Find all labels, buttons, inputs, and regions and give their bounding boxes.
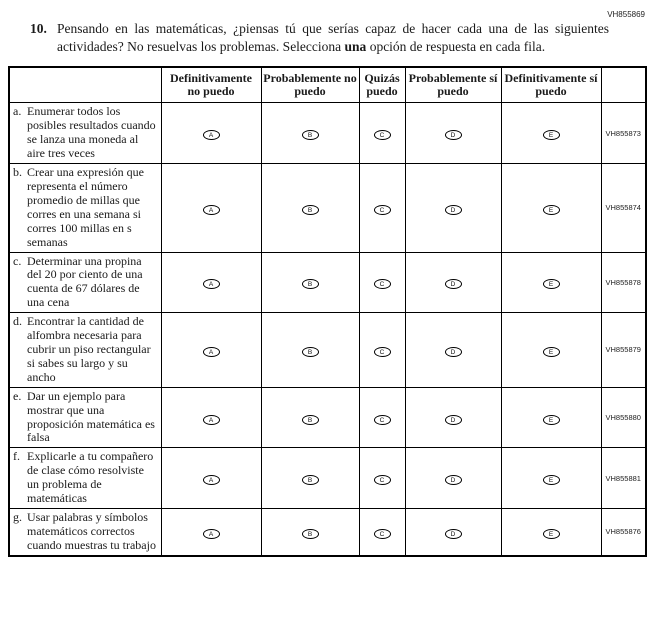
bubble-cell xyxy=(405,164,501,252)
bubble-cell xyxy=(501,103,601,164)
response-bubble[interactable]: D xyxy=(445,475,462,485)
row-activity-text: Crear una expresión que representa el número promedio de millas que corres en una semana si corres 100 millas en s semanas xyxy=(27,165,144,249)
response-bubble[interactable]: E xyxy=(543,529,560,539)
stub-header-cell xyxy=(9,67,161,103)
bubble-cell xyxy=(261,164,359,252)
bubble-cell xyxy=(405,252,501,313)
response-bubble[interactable]: C xyxy=(374,130,391,140)
response-bubble[interactable]: B xyxy=(302,529,319,539)
bubble-cell xyxy=(405,313,501,388)
bubble-cell xyxy=(359,164,405,252)
bubble-cell xyxy=(405,448,501,509)
response-bubble[interactable]: D xyxy=(445,415,462,425)
response-bubble[interactable]: E xyxy=(543,347,560,357)
row-label xyxy=(9,103,161,164)
response-bubble[interactable]: D xyxy=(445,347,462,357)
row-activity-text: Determinar una propina del 20 por ciento de una cuenta de 67 dólares de una cena xyxy=(27,253,143,310)
bubble-cell xyxy=(261,252,359,313)
response-bubble[interactable]: A xyxy=(203,415,220,425)
response-bubble[interactable]: B xyxy=(302,475,319,485)
response-bubble[interactable]: B xyxy=(302,130,319,140)
table-row xyxy=(9,387,646,448)
item-code: VH855876 xyxy=(601,508,646,555)
table-row xyxy=(9,252,646,313)
response-bubble[interactable]: B xyxy=(302,347,319,357)
bubble-cell xyxy=(161,164,261,252)
item-code: VH855874 xyxy=(601,164,646,252)
response-bubble[interactable]: D xyxy=(445,205,462,215)
response-bubble[interactable]: D xyxy=(445,529,462,539)
row-label xyxy=(9,508,161,555)
response-bubble[interactable]: A xyxy=(203,475,220,485)
question-text-part1: Pensando en las matemáticas, ¿piensas tú que serías capaz de hacer cada una de las siguientes actividades? No resuelvas los problemas. Selecciona xyxy=(57,21,609,54)
col-header-quizas: Quizás puedo xyxy=(359,67,405,103)
row-label xyxy=(9,313,161,388)
col-header-probablemente-no: Probablemente no puedo xyxy=(261,67,359,103)
bubble-cell xyxy=(261,313,359,388)
bubble-cell xyxy=(161,103,261,164)
item-code: VH855873 xyxy=(601,103,646,164)
response-bubble[interactable]: A xyxy=(203,130,220,140)
bubble-cell xyxy=(161,448,261,509)
response-bubble[interactable]: C xyxy=(374,475,391,485)
bubble-cell xyxy=(501,508,601,555)
bubble-cell xyxy=(501,387,601,448)
code-header-cell xyxy=(601,67,646,103)
table-row xyxy=(9,103,646,164)
response-bubble[interactable]: C xyxy=(374,415,391,425)
header-row xyxy=(9,67,646,103)
row-letter: d. xyxy=(13,314,22,329)
bubble-cell xyxy=(261,387,359,448)
col-header-definitivamente-si: Definitivamente sí puedo xyxy=(501,67,601,103)
item-code: VH855878 xyxy=(601,252,646,313)
bubble-cell xyxy=(261,508,359,555)
bubble-cell xyxy=(161,387,261,448)
bubble-cell xyxy=(359,387,405,448)
question-number: 10. xyxy=(30,21,47,36)
bubble-cell xyxy=(359,448,405,509)
bubble-cell xyxy=(501,164,601,252)
bubble-cell xyxy=(501,252,601,313)
response-bubble[interactable]: A xyxy=(203,205,220,215)
response-bubble[interactable]: B xyxy=(302,415,319,425)
bubble-cell xyxy=(161,313,261,388)
response-grid xyxy=(8,66,647,557)
row-letter: e. xyxy=(13,388,22,403)
row-label xyxy=(9,252,161,313)
row-letter: g. xyxy=(13,509,22,524)
response-bubble[interactable]: C xyxy=(374,347,391,357)
question-text xyxy=(57,20,609,55)
item-code: VH855881 xyxy=(601,448,646,509)
response-bubble[interactable]: E xyxy=(543,130,560,140)
bubble-cell xyxy=(359,252,405,313)
row-label xyxy=(9,387,161,448)
response-bubble[interactable]: C xyxy=(374,279,391,289)
row-activity-text: Explicarle a tu compañero de clase cómo resolviste un problema de matemáticas xyxy=(27,449,154,506)
response-bubble[interactable]: D xyxy=(445,130,462,140)
bubble-cell xyxy=(161,252,261,313)
row-activity-text: Usar palabras y símbolos matemáticos correctos cuando muestras tu trabajo xyxy=(27,509,156,552)
response-bubble[interactable]: A xyxy=(203,529,220,539)
response-bubble[interactable]: D xyxy=(445,279,462,289)
bubble-cell xyxy=(405,103,501,164)
response-bubble[interactable]: C xyxy=(374,529,391,539)
row-letter: c. xyxy=(13,253,22,268)
response-bubble[interactable]: E xyxy=(543,475,560,485)
response-bubble[interactable]: E xyxy=(543,415,560,425)
row-label xyxy=(9,164,161,252)
col-header-probablemente-si: Probablemente sí puedo xyxy=(405,67,501,103)
bubble-cell xyxy=(261,103,359,164)
item-code: VH855879 xyxy=(601,313,646,388)
response-bubble[interactable]: A xyxy=(203,347,220,357)
row-activity-text: Encontrar la cantidad de alfombra necesaria para cubrir un piso rectangular si sabes su largo y su ancho xyxy=(27,314,151,384)
table-row xyxy=(9,508,646,555)
row-letter: a. xyxy=(13,104,22,119)
question-block xyxy=(0,0,651,55)
page-code: VH855869 xyxy=(607,10,645,19)
table-row xyxy=(9,164,646,252)
bubble-cell xyxy=(501,313,601,388)
response-bubble[interactable]: B xyxy=(302,279,319,289)
response-bubble[interactable]: A xyxy=(203,279,220,289)
response-bubble[interactable]: B xyxy=(302,205,319,215)
table-row xyxy=(9,448,646,509)
item-code: VH855880 xyxy=(601,387,646,448)
response-bubble[interactable]: C xyxy=(374,205,391,215)
question-bold-word: una xyxy=(344,38,367,54)
bubble-cell xyxy=(359,103,405,164)
row-letter: b. xyxy=(13,165,22,180)
col-header-definitivamente-no: Definitivamente no puedo xyxy=(161,67,261,103)
response-bubble[interactable]: E xyxy=(543,205,560,215)
bubble-cell xyxy=(501,448,601,509)
row-activity-text: Dar un ejemplo para mostrar que una proposición matemática es falsa xyxy=(27,388,155,445)
row-activity-text: Enumerar todos los posibles resultados cuando se lanza una moneda al aire tres veces xyxy=(27,104,156,161)
response-bubble[interactable]: E xyxy=(543,279,560,289)
question-text-part2: opción de respuesta en cada fila. xyxy=(366,38,546,54)
table-row xyxy=(9,313,646,388)
bubble-cell xyxy=(161,508,261,555)
bubble-cell xyxy=(405,387,501,448)
row-letter: f. xyxy=(13,449,20,464)
bubble-cell xyxy=(261,448,359,509)
row-label xyxy=(9,448,161,509)
bubble-cell xyxy=(359,313,405,388)
bubble-cell xyxy=(405,508,501,555)
bubble-cell xyxy=(359,508,405,555)
